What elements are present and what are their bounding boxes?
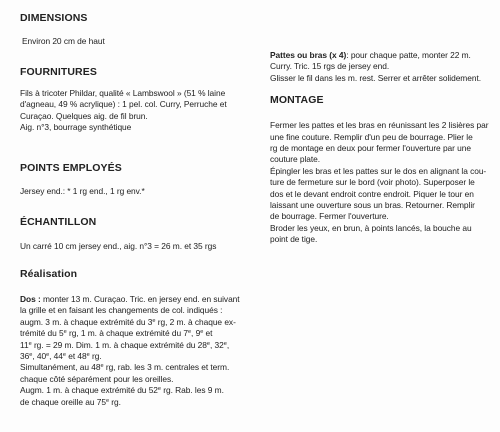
montage-line: couture plate. xyxy=(270,154,321,165)
montage-line: rg de montage en deux pour fermer l'ouverture par une xyxy=(270,143,472,154)
fournitures-line: Fils à tricoter Phildar, qualité « Lambswool » (51 % laine xyxy=(20,88,226,98)
fournitures-line: Aig. n°3, bourrage synthétique xyxy=(20,122,132,133)
montage-line: Épingler les bras et les pattes sur le dos en alignant la cou- xyxy=(270,165,487,176)
heading-dimensions: DIMENSIONS xyxy=(20,12,88,24)
realisation-line: 11e rg. = 29 m. Dim. 1 m. à chaque extrémité du 28e, 32e, xyxy=(20,339,230,350)
right-column xyxy=(270,50,492,246)
montage-line: une fine couture. Remplir d'un peu de bourrage. Plier le xyxy=(270,131,473,142)
pattes-line: Pattes ou bras (x 4): pour chaque patte, monter 22 m. xyxy=(270,50,471,60)
fournitures-line: Curaçao. Quelques aig. de fil brun. xyxy=(20,110,148,121)
realisation-line: augm. 3 m. à chaque extrémité du 3e rg, 2 m. à chaque ex- xyxy=(20,316,236,327)
dos-label: Dos : xyxy=(20,294,41,304)
realisation-line: 36e, 40e, 44e et 48e rg. xyxy=(20,351,102,362)
points-text: Jersey end.: * 1 rg end., 1 rg env.* xyxy=(20,186,145,196)
section-realisation xyxy=(20,268,256,408)
heading-realisation: Réalisation xyxy=(20,268,78,280)
section-points-employes xyxy=(20,162,256,197)
montage-line: Fermer les pattes et les bras en réunissant les 2 lisières par xyxy=(270,120,489,131)
montage-line: laissant une ouverture sous un bras. Retourner. Remplir xyxy=(270,200,475,211)
realisation-line: Augm. 1 m. à chaque extrémité du 52e rg. Rab. les 9 m. xyxy=(20,385,224,396)
section-echantillon xyxy=(20,216,256,252)
section-dimensions xyxy=(20,12,256,47)
dimensions-text: Environ 20 cm de haut xyxy=(22,36,105,46)
heading-montage: MONTAGE xyxy=(270,94,324,107)
montage-line: dos et le devant endroit contre endroit. Piquer le tour en xyxy=(270,188,474,199)
section-pattes xyxy=(270,50,492,84)
realisation-line: trémité du 5e rg, 1 m. à chaque extrémité du 7e, 9e et xyxy=(20,328,213,339)
realisation-line: chaque côté séparément pour les oreilles. xyxy=(20,373,174,384)
montage-line: point de tige. xyxy=(270,234,318,245)
echantillon-text: Un carré 10 cm jersey end., aig. n°3 = 26 m. et 35 rgs xyxy=(20,241,217,251)
pattes-line: Glisser le fil dans les m. rest. Serrer et arrêter solidement. xyxy=(270,72,481,83)
montage-line: ture de fermeture sur le bord (voir photo). Superposer le xyxy=(270,177,475,188)
realisation-line: la grille et en faisant les changements de col. indiqués : xyxy=(20,305,223,316)
section-montage xyxy=(270,94,492,245)
realisation-line: de chaque oreille au 75e rg. xyxy=(20,396,121,407)
section-fournitures xyxy=(20,66,256,134)
pattes-line: Curry. Tric. 15 rgs de jersey end. xyxy=(270,61,390,72)
heading-points-employes: POINTS EMPLOYÉS xyxy=(20,162,122,174)
montage-line: Broder les yeux, en brun, à points lancés, la bouche au xyxy=(270,222,472,233)
montage-line: de bourrage. Fermer l'ouverture. xyxy=(270,211,389,222)
realisation-line: Dos : monter 13 m. Curaçao. Tric. en jersey end. en suivant xyxy=(20,294,240,304)
pattes-label: Pattes ou bras (x 4) xyxy=(270,50,347,60)
heading-fournitures: FOURNITURES xyxy=(20,66,97,78)
realisation-line: Simultanément, au 48e rg, rab. les 3 m. centrales et term. xyxy=(20,362,230,373)
heading-echantillon: ÉCHANTILLON xyxy=(20,216,97,228)
fournitures-line: d'agneau, 49 % acrylique) : 1 pel. col. Curry, Perruche et xyxy=(20,99,227,110)
